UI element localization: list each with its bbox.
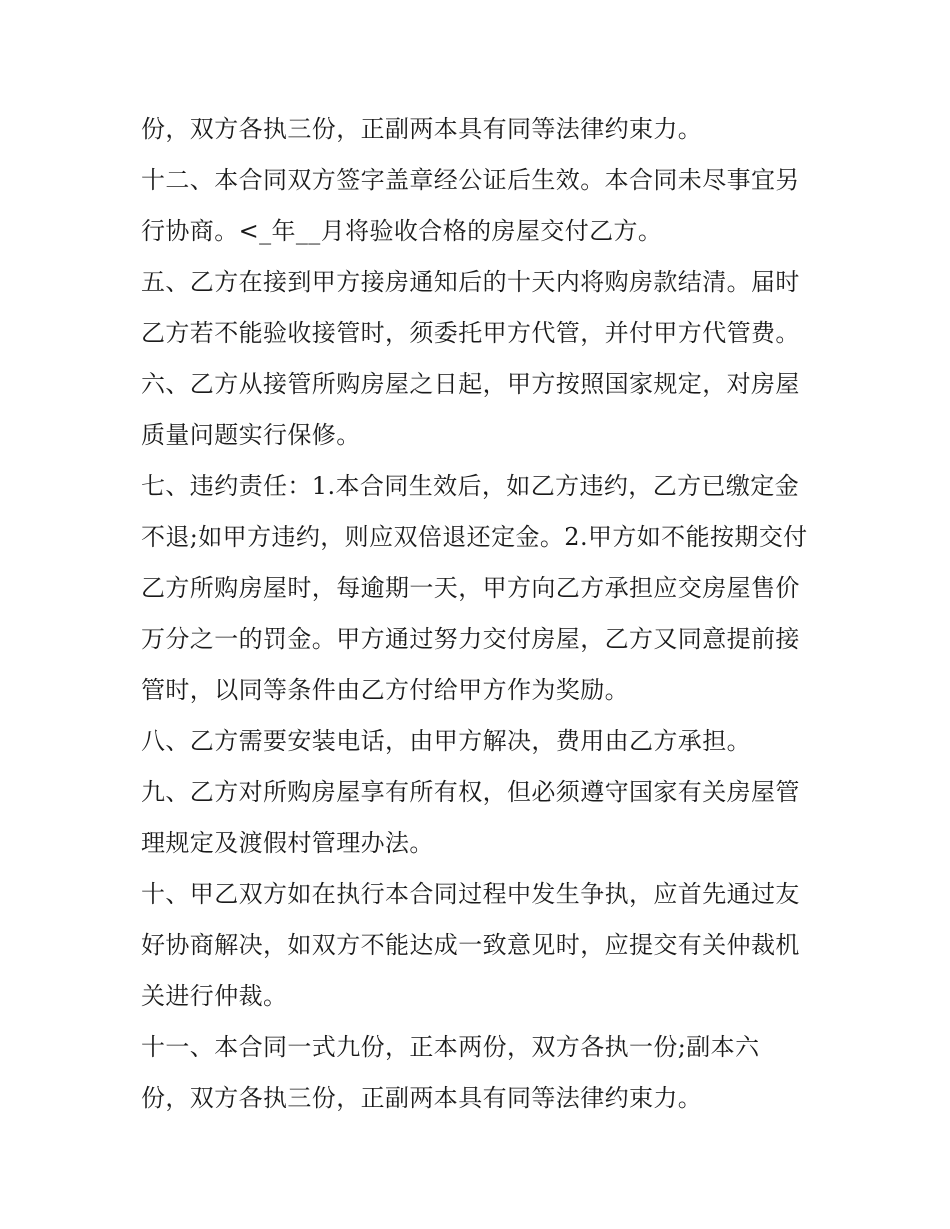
text-line: 份，双方各执三份，正副两本具有同等法律约束力。	[141, 1084, 703, 1112]
text-line: 乙方所购房屋时，每逾期一天，甲方向乙方承担应交房屋售价	[141, 574, 800, 602]
text-line: 关进行仲裁。	[141, 982, 288, 1010]
text-line: 份，双方各执三份，正副两本具有同等法律约束力。	[141, 115, 703, 143]
text-line: 行协商。<_年__月将验收合格的房屋交付乙方。	[141, 217, 663, 245]
text-line: 六、乙方从接管所购房屋之日起，甲方按照国家规定，对房屋	[141, 370, 800, 398]
text-line: 八、乙方需要安装电话，由甲方解决，费用由乙方承担。	[141, 727, 751, 755]
text-line: 质量问题实行保修。	[141, 421, 361, 449]
document-body	[141, 104, 821, 1124]
text-line: 理规定及渡假村管理办法。	[141, 829, 434, 857]
text-line: 万分之一的罚金。甲方通过努力交付房屋，乙方又同意提前接	[141, 625, 800, 653]
text-line: 乙方若不能验收接管时，须委托甲方代管，并付甲方代管费。	[141, 319, 800, 347]
text-line: 五、乙方在接到甲方接房通知后的十天内将购房款结清。届时	[141, 268, 800, 296]
text-line: 好协商解决，如双方不能达成一致意见时，应提交有关仲裁机	[141, 931, 800, 959]
text-line: 十、甲乙双方如在执行本合同过程中发生争执，应首先通过友	[141, 880, 800, 908]
text-line: 不退;如甲方违约，则应双倍退还定金。2.甲方如不能按期交付	[141, 523, 808, 551]
text-line: 九、乙方对所购房屋享有所有权，但必须遵守国家有关房屋管	[141, 778, 800, 806]
text-line: 管时，以同等条件由乙方付给甲方作为奖励。	[141, 676, 629, 704]
text-line: 十一、本合同一式九份，正本两份，双方各执一份;副本六	[141, 1033, 760, 1061]
text-line: 七、违约责任：1.本合同生效后，如乙方违约，乙方已缴定金	[141, 472, 800, 500]
text-line: 十二、本合同双方签字盖章经公证后生效。本合同未尽事宜另	[141, 166, 800, 194]
